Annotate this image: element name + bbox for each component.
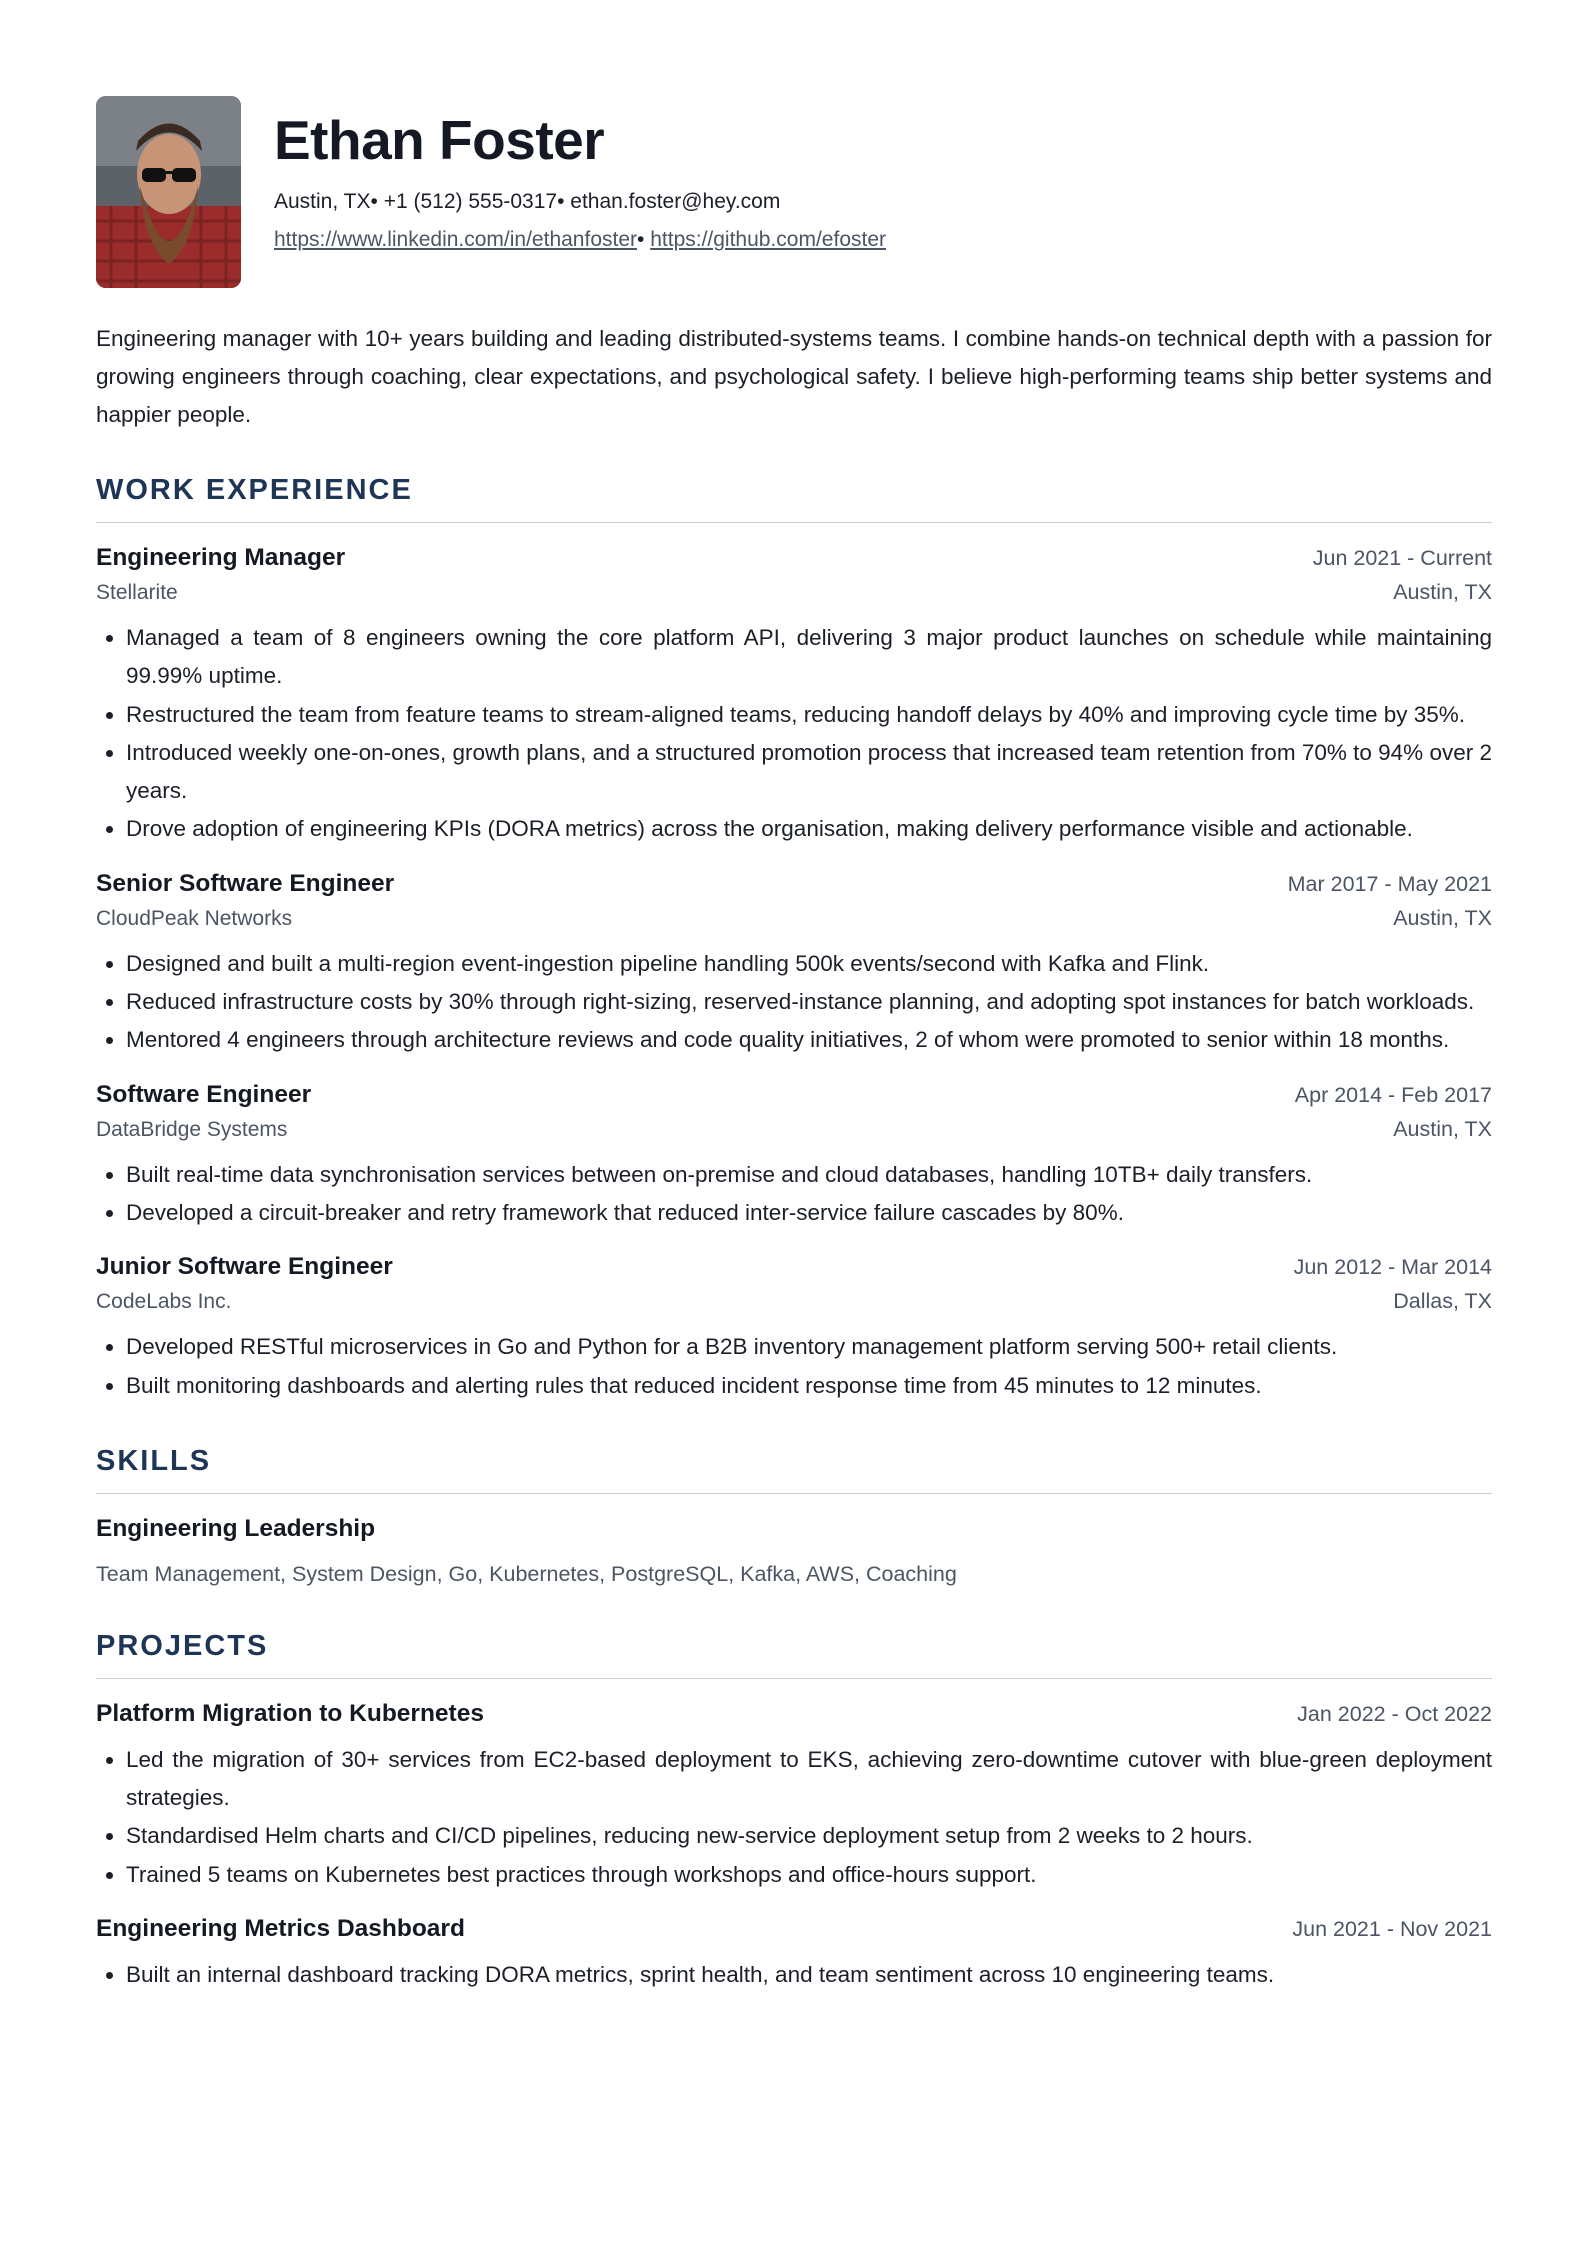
job-entry	[96, 1078, 1492, 1233]
job-bullets	[96, 1328, 1492, 1405]
job-bullet: • Built real-time data synchronisation services between on-premise and cloud databases, handling 10TB+ daily transfers.	[126, 1156, 1492, 1194]
project-entry	[96, 1912, 1492, 1994]
job-company: CloudPeak Networks	[96, 906, 293, 930]
profile-photo	[96, 96, 241, 288]
bullet-separator: •	[637, 228, 645, 251]
job-company: Stellarite	[96, 581, 178, 604]
job-entry	[96, 541, 1492, 849]
job-company: DataBridge Systems	[96, 1117, 288, 1141]
project-dates: Jun 2021 - Nov 2021	[1292, 1917, 1492, 1942]
job-entry	[96, 1250, 1492, 1405]
project-bullets	[96, 1741, 1492, 1894]
job-location: Austin, TX	[1393, 905, 1492, 930]
job-location: Austin, TX	[1393, 580, 1492, 604]
job-entry	[96, 867, 1492, 1060]
job-location: Austin, TX	[1393, 1116, 1492, 1141]
project-name: Engineering Metrics Dashboard	[96, 1915, 465, 1943]
section-title-projects: PROJECTS	[96, 1628, 1492, 1679]
job-bullets	[96, 945, 1492, 1060]
links-line	[274, 226, 886, 254]
job-dates: Jun 2012 - Mar 2014	[1293, 1255, 1492, 1280]
job-bullet: • Built monitoring dashboards and alerting rules that reduced incident response time from 45 minutes to 12 minutes.	[126, 1367, 1492, 1405]
job-role: Software Engineer	[96, 1080, 312, 1108]
email-text: ethan.foster@hey.com	[570, 190, 781, 213]
job-role: Junior Software Engineer	[96, 1253, 393, 1281]
job-bullets	[96, 1156, 1492, 1233]
job-bullet: • Managed a team of 8 engineers owning the core platform API, delivering 3 major product launches on schedule while maintaining 99.99% uptime.	[126, 619, 1492, 696]
job-role: Senior Software Engineer	[96, 869, 395, 897]
job-company: CodeLabs Inc.	[96, 1290, 232, 1314]
header-info	[274, 96, 886, 254]
job-bullet: • Restructured the team from feature teams to stream-aligned teams, reducing handoff delays by 40% and improving cycle time by 35%.	[126, 696, 1492, 734]
project-dates: Jan 2022 - Oct 2022	[1297, 1701, 1492, 1726]
job-bullet: • Designed and built a multi-region event-ingestion pipeline handling 500k events/second with Kafka and Flink.	[126, 945, 1492, 983]
job-dates: Apr 2014 - Feb 2017	[1294, 1082, 1492, 1107]
project-bullet: • Led the migration of 30+ services from EC2-based deployment to EKS, achieving zero-downtime cutover with blue-green deployment strategies.	[126, 1741, 1492, 1818]
resume-header	[96, 96, 1492, 288]
job-bullet: • Reduced infrastructure costs by 30% through right-sizing, reserved-instance planning, and adopting spot instances for batch workloads.	[126, 983, 1492, 1021]
job-dates: Jun 2021 - Current	[1312, 546, 1492, 570]
job-bullet: • Developed a circuit-breaker and retry framework that reduced inter-service failure cascades by 80%.	[126, 1194, 1492, 1232]
section-title-work: WORK EXPERIENCE	[96, 472, 1492, 523]
project-bullet: • Trained 5 teams on Kubernetes best practices through workshops and office-hours support.	[126, 1856, 1492, 1894]
github-link[interactable]: https://github.com/efoster	[650, 228, 887, 251]
phone-text: +1 (512) 555-0317	[383, 190, 558, 213]
job-dates: Mar 2017 - May 2021	[1287, 871, 1492, 896]
linkedin-link[interactable]: https://www.linkedin.com/in/ethanfoster	[274, 228, 638, 251]
bullet-separator: •	[557, 190, 565, 213]
job-bullets	[96, 619, 1492, 849]
project-name: Platform Migration to Kubernetes	[96, 1699, 484, 1727]
job-bullet: • Developed RESTful microservices in Go and Python for a B2B inventory management platform serving 500+ retail clients.	[126, 1328, 1492, 1366]
summary-paragraph: Engineering manager with 10+ years building and leading distributed-systems teams. I combine hands-on technical depth with a passion for growing engineers through coaching, clear expectations, and psychological safety. I believe high-performing teams ship better systems and happier people.	[96, 326, 1492, 427]
job-bullet: • Drove adoption of engineering KPIs (DORA metrics) across the organisation, making delivery performance visible and actionable.	[126, 810, 1492, 848]
project-bullets	[96, 1956, 1492, 1994]
project-entry	[96, 1697, 1492, 1894]
job-location: Dallas, TX	[1393, 1289, 1492, 1314]
candidate-name: Ethan Foster	[274, 109, 605, 171]
skill-category: Engineering Leadership	[96, 1514, 376, 1542]
profile-photo-illustration	[96, 96, 241, 288]
job-role: Engineering Manager	[96, 544, 346, 571]
skill-list: Team Management, System Design, Go, Kubernetes, PostgreSQL, Kafka, AWS, Coaching	[96, 1561, 957, 1586]
job-bullet: • Mentored 4 engineers through architecture reviews and code quality initiatives, 2 of whom were promoted to senior within 18 months.	[126, 1021, 1492, 1059]
bullet-separator: •	[370, 190, 378, 213]
location-text: Austin, TX	[274, 190, 371, 213]
contact-line	[274, 188, 886, 216]
project-bullet: • Standardised Helm charts and CI/CD pipelines, reducing new-service deployment setup from 2 weeks to 2 hours.	[126, 1817, 1492, 1855]
job-bullet: • Introduced weekly one-on-ones, growth plans, and a structured promotion process that increased team retention from 70% to 94% over 2 years.	[126, 734, 1492, 811]
project-bullet: • Built an internal dashboard tracking DORA metrics, sprint health, and team sentiment across 10 engineering teams.	[126, 1956, 1492, 1994]
section-title-skills: SKILLS	[96, 1443, 1492, 1494]
